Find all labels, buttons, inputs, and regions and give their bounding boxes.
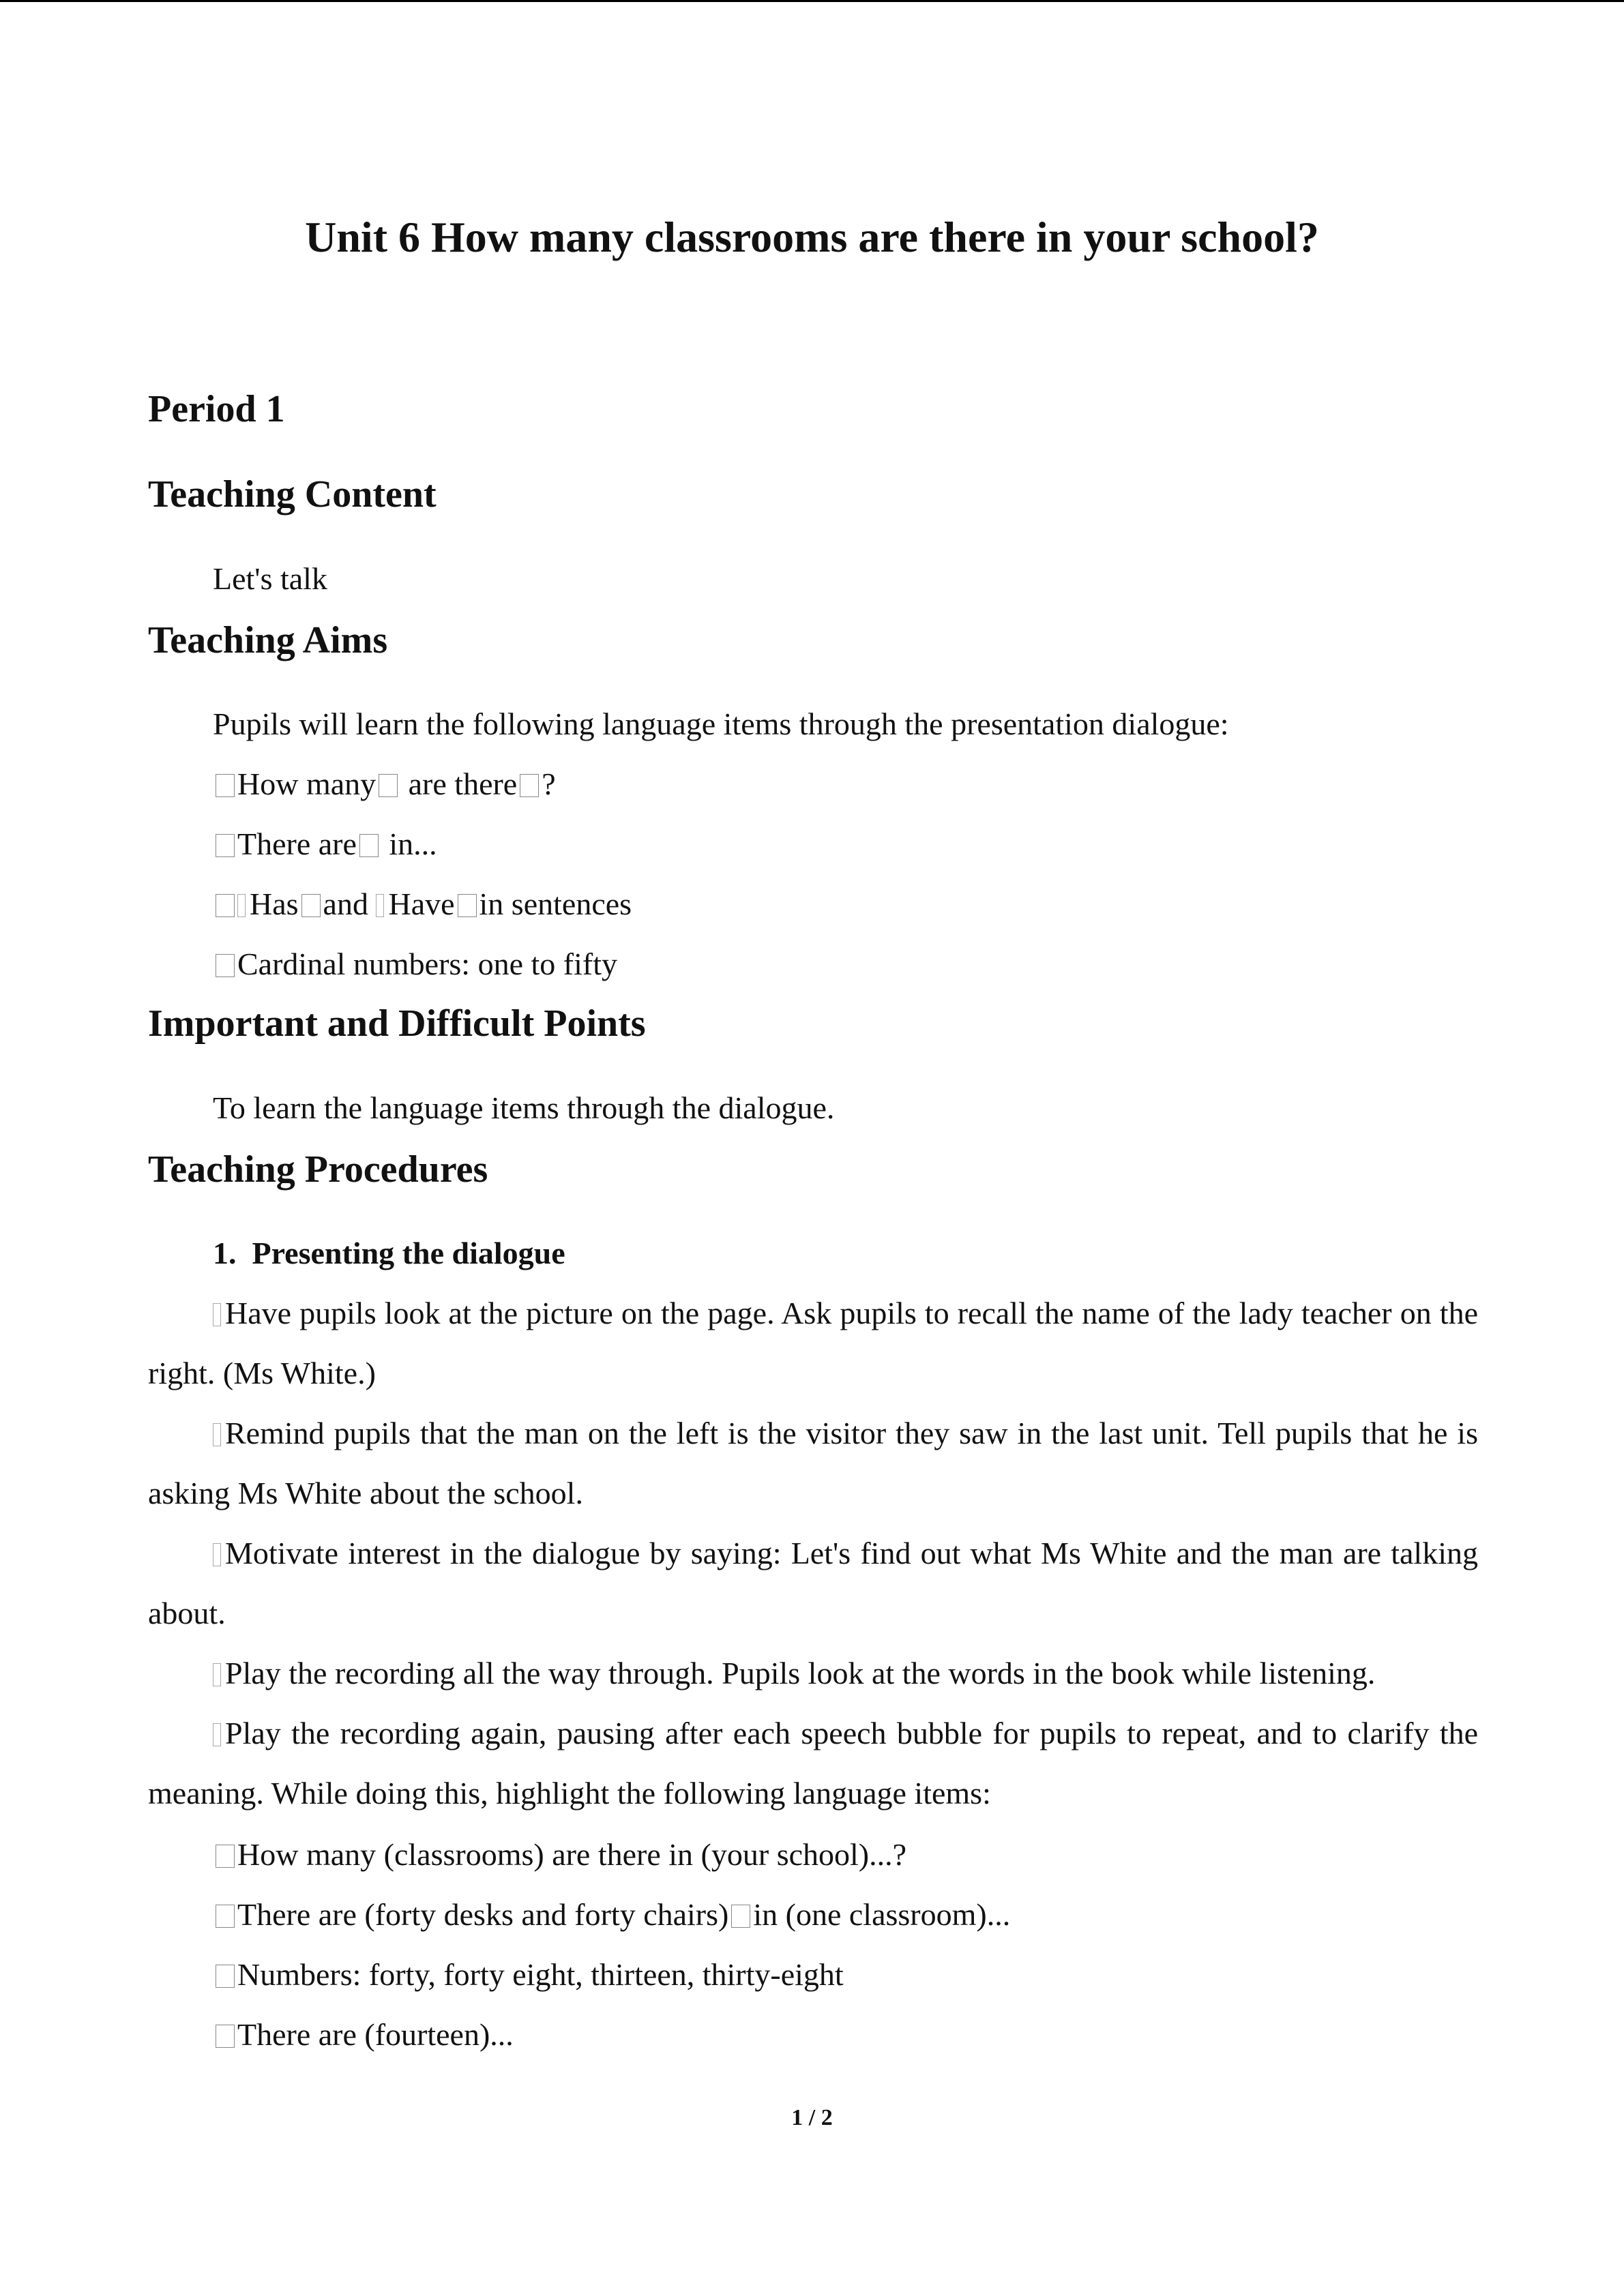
procedure-paragraph: Play the recording again, pausing after each speech bubble for pupils to repeat, and to clarify the meaning. While doing this, highlight the following language items: [148, 1716, 1478, 1810]
highlight-list-item: How many (classrooms) are there in (your school)...? [213, 1834, 906, 1875]
missing-glyph-icon [216, 2025, 235, 2048]
missing-glyph-icon [213, 1663, 221, 1686]
page-number: 1 / 2 [791, 2105, 833, 2130]
highlight-list-item: Numbers: forty, forty eight, thirteen, thirty-eight [213, 1954, 844, 1995]
missing-glyph-icon [216, 1965, 235, 1988]
missing-glyph-icon [213, 1423, 221, 1446]
missing-glyph-icon [216, 1905, 235, 1928]
procedure-paragraph: Have pupils look at the picture on the page. Ask pupils to recall the name of the lady teacher on the right. (Ms White.) [148, 1296, 1478, 1390]
procedure-paragraph: Motivate interest in the dialogue by saying: Let's find out what Ms White and the man are talking about. [148, 1536, 1478, 1630]
missing-glyph-icon [731, 1905, 750, 1928]
important-points-heading: Important and Difficult Points [148, 1002, 646, 1045]
aims-list-item: Has and Have in sentences [213, 884, 632, 925]
highlight-list-item: There are (forty desks and forty chairs) in (one classroom)... [213, 1894, 1010, 1935]
top-border [0, 0, 1624, 2]
step-title: Presenting the dialogue [252, 1236, 565, 1270]
teaching-content-heading: Teaching Content [148, 473, 437, 516]
missing-glyph-icon [213, 1723, 221, 1746]
teaching-procedures-heading: Teaching Procedures [148, 1148, 488, 1191]
aims-list-item: There are in... [213, 824, 437, 865]
missing-glyph-icon [216, 954, 235, 977]
teaching-content-text: Let's talk [213, 561, 327, 596]
important-points-text: To learn the language items through the dialogue. [213, 1090, 835, 1125]
missing-glyph-icon [359, 834, 379, 857]
procedure-paragraph: Remind pupils that the man on the left is the visitor they saw in the last unit. Tell pupils that he is asking Ms White about the school. [148, 1416, 1478, 1510]
missing-glyph-icon [379, 774, 398, 797]
missing-glyph-icon [213, 1303, 221, 1326]
step-heading [213, 1233, 565, 1274]
missing-glyph-icon [216, 1845, 235, 1868]
procedure-paragraph: Play the recording all the way through. Pupils look at the words in the book while listening. [148, 1643, 1478, 1703]
missing-glyph-icon [213, 1543, 221, 1566]
teaching-aims-intro: Pupils will learn the following language items through the presentation dialogue: [213, 706, 1229, 741]
highlight-list-item: There are (fourteen)... [213, 2014, 514, 2055]
missing-glyph-icon [216, 774, 235, 797]
step-number: 1. [213, 1236, 237, 1270]
missing-glyph-icon [216, 894, 235, 917]
aims-list-item: Cardinal numbers: one to fifty [213, 944, 617, 985]
missing-glyph-icon [520, 774, 539, 797]
missing-glyph-icon [301, 894, 321, 917]
page-title: Unit 6 How many classrooms are there in your school? [305, 213, 1319, 261]
missing-glyph-icon [376, 894, 384, 917]
missing-glyph-icon [237, 894, 246, 917]
missing-glyph-icon [216, 834, 235, 857]
aims-list-item: How many are there ? [213, 764, 556, 805]
teaching-aims-heading: Teaching Aims [148, 619, 388, 661]
missing-glyph-icon [458, 894, 477, 917]
period-heading: Period 1 [148, 388, 285, 430]
